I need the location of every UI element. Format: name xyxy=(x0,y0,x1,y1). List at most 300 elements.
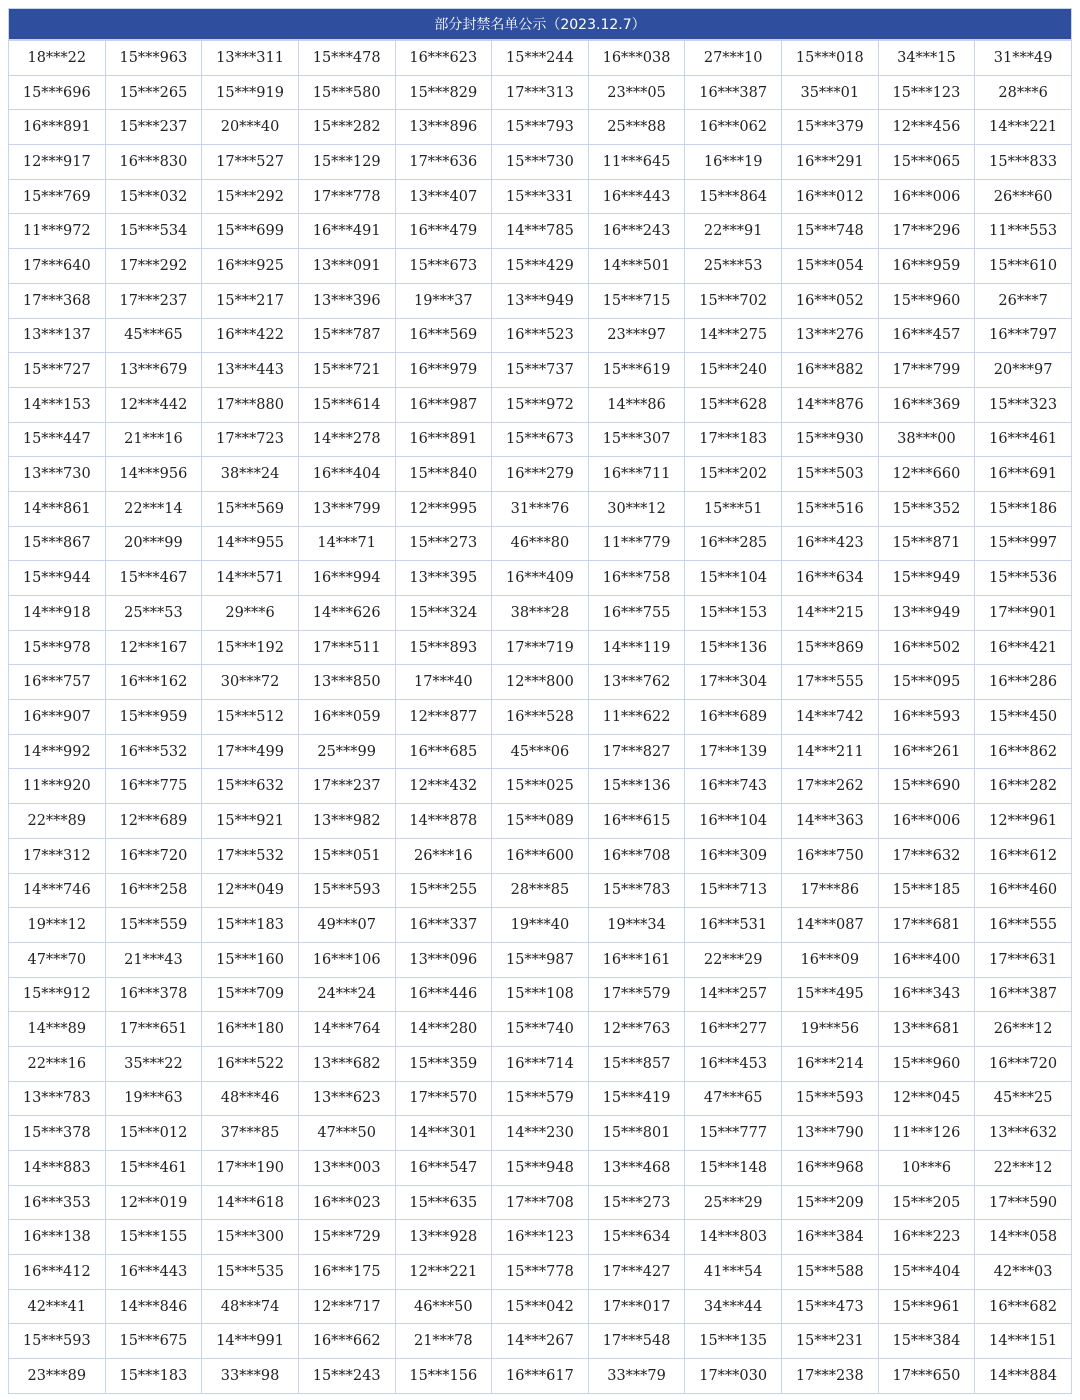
account-id-cell: 47***50 xyxy=(298,1116,395,1151)
account-id-cell: 16***755 xyxy=(588,596,685,631)
account-id-cell: 16***797 xyxy=(975,318,1072,353)
account-id-cell: 13***730 xyxy=(9,457,106,492)
account-id-cell: 12***432 xyxy=(395,769,492,804)
account-id-cell: 12***456 xyxy=(878,110,975,145)
account-id-cell: 17***650 xyxy=(878,1359,975,1394)
table-row xyxy=(9,491,1072,526)
account-id-cell: 15***963 xyxy=(105,41,202,76)
account-id-cell: 30***72 xyxy=(202,665,299,700)
account-id-cell: 16***775 xyxy=(105,769,202,804)
table-row xyxy=(9,942,1072,977)
account-id-cell: 15***833 xyxy=(975,145,1072,180)
account-id-cell: 14***267 xyxy=(492,1324,589,1359)
account-id-cell: 16***979 xyxy=(395,353,492,388)
account-id-cell: 15***243 xyxy=(298,1359,395,1394)
account-id-cell: 15***949 xyxy=(878,561,975,596)
account-id-cell: 11***126 xyxy=(878,1116,975,1151)
account-id-cell: 14***278 xyxy=(298,422,395,457)
account-id-cell: 38***00 xyxy=(878,422,975,457)
account-id-cell: 16***522 xyxy=(202,1046,299,1081)
account-id-cell: 13***003 xyxy=(298,1151,395,1186)
account-id-cell: 16***491 xyxy=(298,214,395,249)
account-id-cell: 17***511 xyxy=(298,630,395,665)
account-id-cell: 15***944 xyxy=(9,561,106,596)
account-id-cell: 14***89 xyxy=(9,1012,106,1047)
account-id-cell: 15***628 xyxy=(685,387,782,422)
account-id-cell: 12***800 xyxy=(492,665,589,700)
account-id-cell: 13***396 xyxy=(298,283,395,318)
account-id-cell: 17***527 xyxy=(202,145,299,180)
table-row xyxy=(9,1185,1072,1220)
account-id-cell: 14***876 xyxy=(782,387,879,422)
account-id-cell: 16***523 xyxy=(492,318,589,353)
account-id-cell: 12***045 xyxy=(878,1081,975,1116)
account-id-cell: 15***136 xyxy=(685,630,782,665)
table-row xyxy=(9,318,1072,353)
table-row xyxy=(9,1116,1072,1151)
account-id-cell: 16***023 xyxy=(298,1185,395,1220)
account-id-cell: 16***387 xyxy=(975,977,1072,1012)
account-id-cell: 17***548 xyxy=(588,1324,685,1359)
account-id-cell: 15***148 xyxy=(685,1151,782,1186)
account-id-cell: 13***395 xyxy=(395,561,492,596)
account-id-cell: 16***532 xyxy=(105,734,202,769)
account-id-cell: 13***799 xyxy=(298,491,395,526)
account-id-cell: 21***78 xyxy=(395,1324,492,1359)
account-id-cell: 16***453 xyxy=(685,1046,782,1081)
account-id-cell: 15***217 xyxy=(202,283,299,318)
account-id-cell: 15***160 xyxy=(202,942,299,977)
account-id-cell: 11***779 xyxy=(588,526,685,561)
account-id-cell: 13***679 xyxy=(105,353,202,388)
account-id-cell: 14***86 xyxy=(588,387,685,422)
account-id-cell: 16***714 xyxy=(492,1046,589,1081)
account-id-cell: 16***882 xyxy=(782,353,879,388)
account-id-cell: 16***400 xyxy=(878,942,975,977)
account-id-cell: 15***018 xyxy=(782,41,879,76)
account-id-cell: 17***723 xyxy=(202,422,299,457)
account-id-cell: 13***896 xyxy=(395,110,492,145)
account-id-cell: 13***783 xyxy=(9,1081,106,1116)
account-id-cell: 16***446 xyxy=(395,977,492,1012)
account-id-cell: 15***593 xyxy=(298,873,395,908)
account-id-cell: 17***799 xyxy=(878,353,975,388)
account-id-cell: 14***861 xyxy=(9,491,106,526)
account-id-cell: 15***108 xyxy=(492,977,589,1012)
account-id-cell: 23***97 xyxy=(588,318,685,353)
account-id-cell: 14***211 xyxy=(782,734,879,769)
account-id-cell: 23***05 xyxy=(588,75,685,110)
account-id-cell: 15***209 xyxy=(782,1185,879,1220)
account-id-cell: 16***968 xyxy=(782,1151,879,1186)
table-row xyxy=(9,1220,1072,1255)
account-id-cell: 16***528 xyxy=(492,700,589,735)
account-id-cell: 15***265 xyxy=(105,75,202,110)
account-id-cell: 25***53 xyxy=(105,596,202,631)
account-id-cell: 22***91 xyxy=(685,214,782,249)
table-row xyxy=(9,526,1072,561)
account-id-cell: 16***421 xyxy=(975,630,1072,665)
account-id-cell: 16***758 xyxy=(588,561,685,596)
table-row xyxy=(9,1289,1072,1324)
table-row xyxy=(9,1324,1072,1359)
account-id-cell: 15***282 xyxy=(298,110,395,145)
account-id-cell: 16***830 xyxy=(105,145,202,180)
account-id-cell: 16***387 xyxy=(685,75,782,110)
account-id-cell: 22***14 xyxy=(105,491,202,526)
account-id-cell: 15***919 xyxy=(202,75,299,110)
account-id-cell: 13***311 xyxy=(202,41,299,76)
account-id-cell: 14***230 xyxy=(492,1116,589,1151)
account-id-cell: 14***846 xyxy=(105,1289,202,1324)
account-id-cell: 45***06 xyxy=(492,734,589,769)
account-id-cell: 15***959 xyxy=(105,700,202,735)
account-id-cell: 15***503 xyxy=(782,457,879,492)
account-id-cell: 16***502 xyxy=(878,630,975,665)
account-id-cell: 45***25 xyxy=(975,1081,1072,1116)
notice-title: 部分封禁名单公示（2023.12.7） xyxy=(8,8,1072,40)
account-id-cell: 15***536 xyxy=(975,561,1072,596)
account-id-cell: 15***871 xyxy=(878,526,975,561)
account-id-cell: 15***793 xyxy=(492,110,589,145)
account-id-cell: 13***096 xyxy=(395,942,492,977)
account-id-cell: 16***987 xyxy=(395,387,492,422)
account-id-cell: 25***99 xyxy=(298,734,395,769)
account-id-cell: 38***28 xyxy=(492,596,589,631)
account-id-cell: 12***442 xyxy=(105,387,202,422)
account-id-cell: 16***959 xyxy=(878,249,975,284)
account-id-cell: 14***301 xyxy=(395,1116,492,1151)
account-id-cell: 16***369 xyxy=(878,387,975,422)
account-id-cell: 16***384 xyxy=(782,1220,879,1255)
account-id-cell: 10***6 xyxy=(878,1151,975,1186)
account-id-cell: 16***285 xyxy=(685,526,782,561)
account-id-cell: 15***696 xyxy=(9,75,106,110)
account-id-cell: 15***447 xyxy=(9,422,106,457)
account-id-cell: 15***740 xyxy=(492,1012,589,1047)
account-id-cell: 33***79 xyxy=(588,1359,685,1394)
account-id-cell: 14***618 xyxy=(202,1185,299,1220)
account-id-cell: 19***63 xyxy=(105,1081,202,1116)
account-id-cell: 14***884 xyxy=(975,1359,1072,1394)
account-id-cell: 15***783 xyxy=(588,873,685,908)
account-id-cell: 16***404 xyxy=(298,457,395,492)
account-id-cell: 16***757 xyxy=(9,665,106,700)
account-id-cell: 19***12 xyxy=(9,908,106,943)
account-id-cell: 22***16 xyxy=(9,1046,106,1081)
account-id-cell: 15***960 xyxy=(878,1046,975,1081)
account-id-cell: 15***930 xyxy=(782,422,879,457)
account-id-cell: 15***419 xyxy=(588,1081,685,1116)
account-id-cell: 16***569 xyxy=(395,318,492,353)
table-row xyxy=(9,75,1072,110)
account-id-cell: 16***891 xyxy=(9,110,106,145)
account-id-cell: 17***237 xyxy=(105,283,202,318)
account-id-cell: 15***255 xyxy=(395,873,492,908)
account-id-cell: 14***119 xyxy=(588,630,685,665)
account-id-cell: 15***801 xyxy=(588,1116,685,1151)
account-id-cell: 15***715 xyxy=(588,283,685,318)
account-id-cell: 14***71 xyxy=(298,526,395,561)
account-id-cell: 17***183 xyxy=(685,422,782,457)
account-id-cell: 12***221 xyxy=(395,1255,492,1290)
account-id-cell: 16***062 xyxy=(685,110,782,145)
account-id-cell: 48***74 xyxy=(202,1289,299,1324)
account-id-cell: 17***427 xyxy=(588,1255,685,1290)
account-id-cell: 15***778 xyxy=(492,1255,589,1290)
table-row xyxy=(9,387,1072,422)
account-id-cell: 14***878 xyxy=(395,804,492,839)
account-id-cell: 17***719 xyxy=(492,630,589,665)
account-id-cell: 15***323 xyxy=(975,387,1072,422)
table-row xyxy=(9,734,1072,769)
account-id-cell: 15***429 xyxy=(492,249,589,284)
account-id-cell: 15***273 xyxy=(395,526,492,561)
account-id-cell: 15***512 xyxy=(202,700,299,735)
account-id-cell: 16***09 xyxy=(782,942,879,977)
account-id-cell: 16***214 xyxy=(782,1046,879,1081)
account-id-cell: 13***762 xyxy=(588,665,685,700)
account-id-cell: 16***409 xyxy=(492,561,589,596)
account-id-cell: 16***337 xyxy=(395,908,492,943)
account-id-cell: 20***40 xyxy=(202,110,299,145)
account-id-cell: 13***276 xyxy=(782,318,879,353)
table-row xyxy=(9,977,1072,1012)
account-id-cell: 28***85 xyxy=(492,873,589,908)
account-id-cell: 35***22 xyxy=(105,1046,202,1081)
account-id-cell: 13***091 xyxy=(298,249,395,284)
account-id-cell: 13***682 xyxy=(298,1046,395,1081)
account-id-cell: 14***626 xyxy=(298,596,395,631)
account-id-cell: 42***41 xyxy=(9,1289,106,1324)
account-id-cell: 42***03 xyxy=(975,1255,1072,1290)
account-id-cell: 16***422 xyxy=(202,318,299,353)
account-id-cell: 17***555 xyxy=(782,665,879,700)
account-id-cell: 47***70 xyxy=(9,942,106,977)
account-id-cell: 12***019 xyxy=(105,1185,202,1220)
account-id-cell: 17***651 xyxy=(105,1012,202,1047)
account-id-cell: 17***368 xyxy=(9,283,106,318)
account-id-cell: 15***495 xyxy=(782,977,879,1012)
account-id-cell: 14***883 xyxy=(9,1151,106,1186)
account-id-cell: 48***46 xyxy=(202,1081,299,1116)
account-id-cell: 15***588 xyxy=(782,1255,879,1290)
account-id-cell: 15***593 xyxy=(9,1324,106,1359)
account-id-cell: 16***059 xyxy=(298,700,395,735)
account-id-cell: 15***787 xyxy=(298,318,395,353)
account-id-cell: 16***378 xyxy=(105,977,202,1012)
account-id-cell: 16***286 xyxy=(975,665,1072,700)
account-id-cell: 16***038 xyxy=(588,41,685,76)
account-id-cell: 17***631 xyxy=(975,942,1072,977)
account-id-cell: 16***457 xyxy=(878,318,975,353)
account-id-cell: 21***16 xyxy=(105,422,202,457)
account-id-cell: 12***917 xyxy=(9,145,106,180)
account-id-cell: 15***867 xyxy=(9,526,106,561)
account-id-cell: 15***032 xyxy=(105,179,202,214)
account-id-cell: 17***017 xyxy=(588,1289,685,1324)
account-id-cell: 16***862 xyxy=(975,734,1072,769)
account-id-cell: 15***185 xyxy=(878,873,975,908)
account-id-cell: 15***467 xyxy=(105,561,202,596)
account-id-cell: 15***135 xyxy=(685,1324,782,1359)
account-id-cell: 15***473 xyxy=(782,1289,879,1324)
account-id-cell: 15***709 xyxy=(202,977,299,1012)
account-id-cell: 13***949 xyxy=(492,283,589,318)
account-id-cell: 15***690 xyxy=(878,769,975,804)
table-row xyxy=(9,596,1072,631)
account-id-cell: 17***499 xyxy=(202,734,299,769)
table-row xyxy=(9,214,1072,249)
table-row xyxy=(9,457,1072,492)
account-id-cell: 15***987 xyxy=(492,942,589,977)
account-id-cell: 17***262 xyxy=(782,769,879,804)
account-id-cell: 17***190 xyxy=(202,1151,299,1186)
account-id-cell: 16***279 xyxy=(492,457,589,492)
account-id-cell: 16***243 xyxy=(588,214,685,249)
account-id-cell: 15***610 xyxy=(975,249,1072,284)
account-id-cell: 37***85 xyxy=(202,1116,299,1151)
account-id-cell: 31***49 xyxy=(975,41,1072,76)
account-id-cell: 15***012 xyxy=(105,1116,202,1151)
account-id-cell: 16***634 xyxy=(782,561,879,596)
account-id-cell: 15***183 xyxy=(105,1359,202,1394)
account-id-cell: 38***24 xyxy=(202,457,299,492)
account-id-cell: 16***353 xyxy=(9,1185,106,1220)
account-id-cell: 16***689 xyxy=(685,700,782,735)
account-id-cell: 17***312 xyxy=(9,838,106,873)
account-id-cell: 12***049 xyxy=(202,873,299,908)
account-id-cell: 23***89 xyxy=(9,1359,106,1394)
account-id-cell: 15***292 xyxy=(202,179,299,214)
account-id-cell: 13***850 xyxy=(298,665,395,700)
account-id-cell: 14***803 xyxy=(685,1220,782,1255)
account-id-cell: 19***40 xyxy=(492,908,589,943)
account-id-cell: 15***857 xyxy=(588,1046,685,1081)
account-id-cell: 14***991 xyxy=(202,1324,299,1359)
account-id-cell: 15***186 xyxy=(975,491,1072,526)
account-id-cell: 16***006 xyxy=(878,804,975,839)
table-row xyxy=(9,353,1072,388)
account-id-cell: 16***162 xyxy=(105,665,202,700)
account-id-cell: 16***711 xyxy=(588,457,685,492)
table-row xyxy=(9,41,1072,76)
account-id-cell: 16***531 xyxy=(685,908,782,943)
account-id-cell: 22***89 xyxy=(9,804,106,839)
account-id-cell: 17***579 xyxy=(588,977,685,1012)
account-id-cell: 15***450 xyxy=(975,700,1072,735)
account-id-cell: 17***827 xyxy=(588,734,685,769)
account-id-cell: 16***19 xyxy=(685,145,782,180)
account-id-cell: 41***54 xyxy=(685,1255,782,1290)
table-row xyxy=(9,1046,1072,1081)
account-id-cell: 15***51 xyxy=(685,491,782,526)
account-id-cell: 16***161 xyxy=(588,942,685,977)
account-id-cell: 16***612 xyxy=(975,838,1072,873)
account-id-cell: 16***223 xyxy=(878,1220,975,1255)
account-id-cell: 15***673 xyxy=(492,422,589,457)
account-id-cell: 14***280 xyxy=(395,1012,492,1047)
account-id-cell: 15***136 xyxy=(588,769,685,804)
account-id-cell: 15***840 xyxy=(395,457,492,492)
account-id-cell: 17***238 xyxy=(782,1359,879,1394)
account-id-cell: 15***359 xyxy=(395,1046,492,1081)
table-row xyxy=(9,908,1072,943)
account-id-cell: 22***29 xyxy=(685,942,782,977)
account-id-cell: 15***569 xyxy=(202,491,299,526)
account-id-cell: 14***746 xyxy=(9,873,106,908)
table-row xyxy=(9,665,1072,700)
account-id-cell: 15***699 xyxy=(202,214,299,249)
account-id-cell: 14***918 xyxy=(9,596,106,631)
account-id-cell: 16***720 xyxy=(975,1046,1072,1081)
account-id-cell: 14***764 xyxy=(298,1012,395,1047)
account-id-cell: 16***994 xyxy=(298,561,395,596)
account-id-cell: 12***877 xyxy=(395,700,492,735)
account-id-cell: 15***379 xyxy=(782,110,879,145)
account-id-cell: 27***10 xyxy=(685,41,782,76)
account-id-cell: 16***461 xyxy=(975,422,1072,457)
account-id-cell: 15***593 xyxy=(782,1081,879,1116)
account-id-cell: 15***384 xyxy=(878,1324,975,1359)
account-id-cell: 15***129 xyxy=(298,145,395,180)
account-id-cell: 21***43 xyxy=(105,942,202,977)
account-id-cell: 16***261 xyxy=(878,734,975,769)
account-id-cell: 15***730 xyxy=(492,145,589,180)
account-id-cell: 12***995 xyxy=(395,491,492,526)
account-id-cell: 12***689 xyxy=(105,804,202,839)
table-row xyxy=(9,1081,1072,1116)
account-id-cell: 15***634 xyxy=(588,1220,685,1255)
account-id-cell: 26***60 xyxy=(975,179,1072,214)
account-id-cell: 15***960 xyxy=(878,283,975,318)
account-id-cell: 15***025 xyxy=(492,769,589,804)
account-id-cell: 16***750 xyxy=(782,838,879,873)
account-id-cell: 15***632 xyxy=(202,769,299,804)
table-row xyxy=(9,1359,1072,1394)
account-id-cell: 15***535 xyxy=(202,1255,299,1290)
account-id-cell: 13***790 xyxy=(782,1116,879,1151)
account-id-cell: 14***087 xyxy=(782,908,879,943)
account-id-cell: 15***054 xyxy=(782,249,879,284)
account-id-cell: 15***869 xyxy=(782,630,879,665)
account-id-cell: 26***12 xyxy=(975,1012,1072,1047)
account-id-cell: 16***343 xyxy=(878,977,975,1012)
account-id-cell: 16***547 xyxy=(395,1151,492,1186)
account-id-cell: 49***07 xyxy=(298,908,395,943)
account-id-cell: 15***559 xyxy=(105,908,202,943)
account-id-cell: 25***29 xyxy=(685,1185,782,1220)
account-id-cell: 13***982 xyxy=(298,804,395,839)
account-id-cell: 15***614 xyxy=(298,387,395,422)
account-id-cell: 13***949 xyxy=(878,596,975,631)
account-id-cell: 15***307 xyxy=(588,422,685,457)
account-id-cell: 14***501 xyxy=(588,249,685,284)
account-id-cell: 15***123 xyxy=(878,75,975,110)
account-id-cell: 11***972 xyxy=(9,214,106,249)
account-id-cell: 19***37 xyxy=(395,283,492,318)
account-id-cell: 15***961 xyxy=(878,1289,975,1324)
account-id-cell: 15***673 xyxy=(395,249,492,284)
account-id-cell: 13***681 xyxy=(878,1012,975,1047)
account-id-cell: 15***095 xyxy=(878,665,975,700)
account-id-cell: 14***785 xyxy=(492,214,589,249)
account-id-cell: 16***277 xyxy=(685,1012,782,1047)
account-id-cell: 29***6 xyxy=(202,596,299,631)
table-row xyxy=(9,804,1072,839)
account-id-cell: 16***006 xyxy=(878,179,975,214)
account-id-cell: 15***051 xyxy=(298,838,395,873)
